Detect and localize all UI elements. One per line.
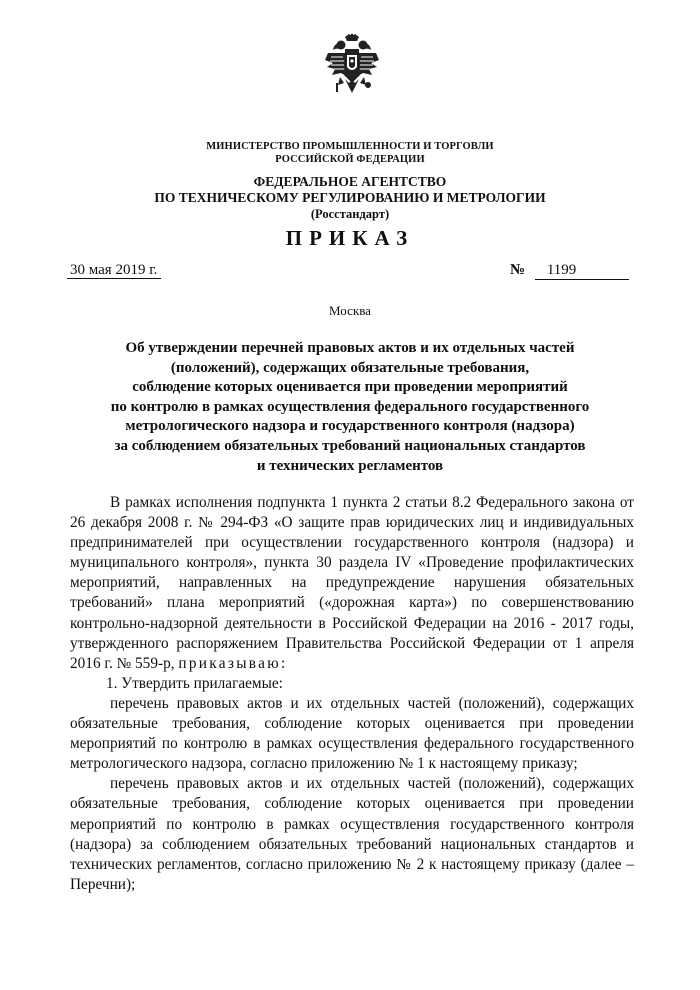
number-sign: № bbox=[510, 262, 526, 278]
subject-line: и технических регламентов bbox=[256, 457, 444, 474]
subject-line: (положений), содержащих обязательные требования, bbox=[170, 359, 530, 376]
preamble-text: В рамках исполнения подпункта 1 пункта 2 статьи 8.2 Федерального закона от 26 декабря 2008 г. № 294-ФЗ «О защите прав юридических лиц и индивидуальных предпринимателей при осуществлении государственного контроля (надзора) и муниципального контроля», пункта 30 раздела IV «Проведение профилактических мероприятий, направленных на предупреждение нарушения обязательных требований» плана мероприятий («дорожная карта») по совершенствованию контрольно-надзорной деятельности в Российской Федерации на 2016 - 2017 годы, утвержденного распоряжением Правительства Российской Федерации от 1 апреля 2016 г. № 559-р, bbox=[70, 494, 634, 672]
city: Москва bbox=[329, 303, 371, 318]
agency-line-1: ФЕДЕРАЛЬНОЕ АГЕНТСТВО bbox=[253, 174, 447, 189]
subject-line: метрологического надзора и государственного контроля (надзора) bbox=[125, 418, 575, 435]
state-emblem-icon bbox=[323, 33, 381, 99]
order-date: 30 мая 2019 г. bbox=[70, 262, 158, 278]
ministry-line-2: РОССИЙСКОЙ ФЕДЕРАЦИИ bbox=[275, 154, 425, 165]
order-number: 1199 bbox=[535, 262, 629, 280]
order-verb: приказываю bbox=[178, 654, 281, 672]
item-1-paragraph: 1. Утвердить прилагаемые: bbox=[106, 674, 283, 692]
agency-line-2: ПО ТЕХНИЧЕСКОМУ РЕГУЛИРОВАНИЮ И МЕТРОЛОГИИ bbox=[154, 190, 546, 205]
agency-name bbox=[0, 174, 700, 222]
subject-line: соблюдение которых оценивается при проведении мероприятий bbox=[132, 379, 568, 396]
ministry-line-1: МИНИСТЕРСТВО ПРОМЫШЛЕННОСТИ И ТОРГОВЛИ bbox=[206, 141, 494, 152]
subject-line: по контролю в рамках осуществления федерального государственного bbox=[110, 398, 590, 415]
agency-short-name: (Росстандарт) bbox=[310, 207, 390, 221]
list-1-paragraph: перечень правовых актов и их отдельных частей (положений), содержащих обязательные требования, соблюдение которых оценивается при проведении мероприятий по контролю в рамках осуществления федерального государственного метрологического надзора, согласно приложению № 1 к настоящему приказу; bbox=[70, 694, 634, 773]
list-2-paragraph: перечень правовых актов и их отдельных частей (положений), содержащих обязательные требования, соблюдение которых оценивается при проведении мероприятий по контролю в рамках осуществления государственного контроля (надзора) за соблюдением обязательных требований национальных стандартов и технических регламентов, согласно приложению № 2 к настоящему приказу (далее – Перечни); bbox=[70, 775, 634, 893]
subject-line: за соблюдением обязательных требований национальных стандартов bbox=[114, 437, 586, 454]
order-subject bbox=[0, 339, 700, 476]
preamble-paragraph bbox=[70, 493, 634, 674]
order-date-wrap bbox=[70, 262, 157, 279]
order-body bbox=[70, 493, 634, 895]
order-number-wrap bbox=[510, 262, 629, 280]
date-underline bbox=[67, 278, 161, 279]
document-title: ПРИКАЗ bbox=[285, 226, 415, 250]
preamble-colon: : bbox=[280, 654, 286, 672]
ministry-name bbox=[0, 140, 700, 166]
subject-line: Об утверждении перечней правовых актов и их отдельных частей bbox=[125, 340, 575, 356]
